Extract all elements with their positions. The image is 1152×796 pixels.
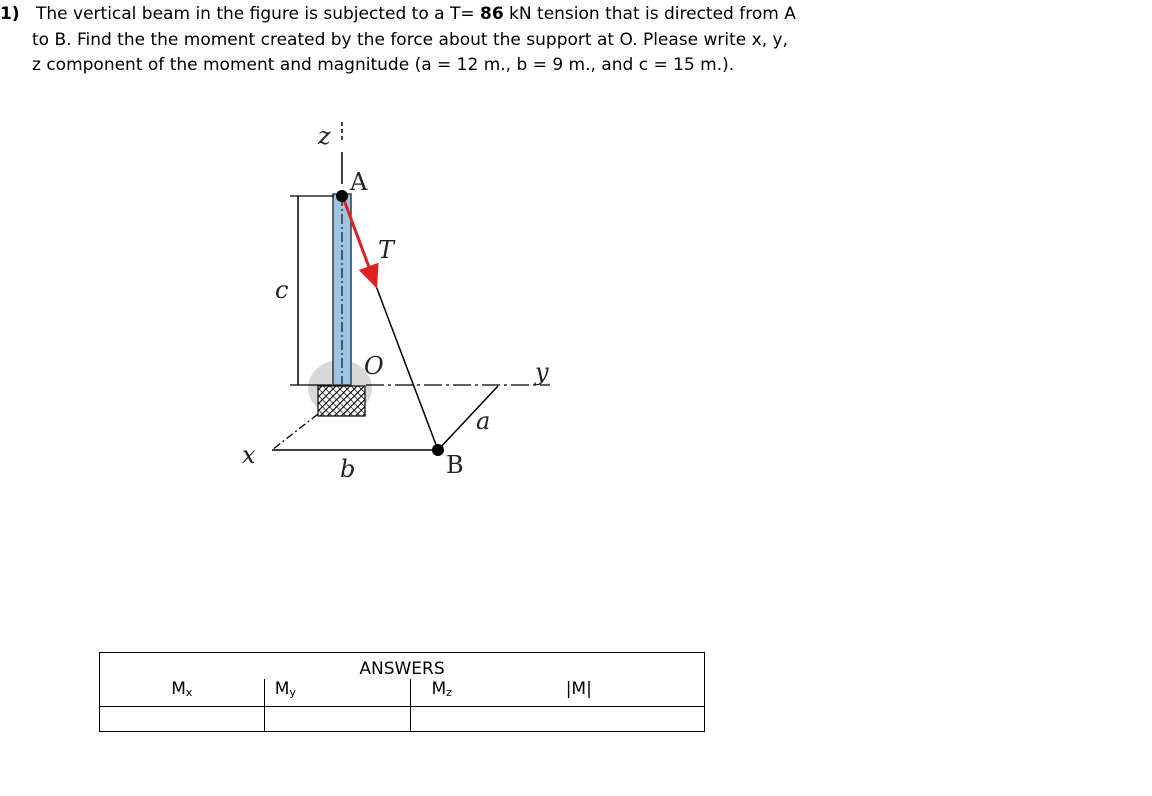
label-z: z <box>318 122 331 150</box>
point-a <box>336 190 348 202</box>
answer-mz-magnitude[interactable] <box>411 707 705 732</box>
mx-main: M <box>171 679 186 699</box>
mz-sub: z <box>446 686 452 699</box>
answers-title-text: ANSWERS <box>359 659 445 679</box>
label-a-dim: a <box>476 407 491 435</box>
label-b-point: B <box>446 451 464 479</box>
answers-title <box>100 653 705 680</box>
problem-text-1a: The vertical beam in the figure is subjected to a T= <box>36 4 480 24</box>
mx-sub: x <box>185 686 193 699</box>
x-axis-line <box>272 414 318 450</box>
answer-my[interactable] <box>264 707 411 732</box>
label-x: x <box>242 441 256 469</box>
point-b <box>432 444 444 456</box>
col-header-mz <box>411 679 558 707</box>
label-o: O <box>364 352 384 380</box>
label-b-dim: b <box>340 455 356 483</box>
mz-main: M <box>431 679 447 699</box>
answers-table <box>99 652 705 732</box>
my-main: M <box>274 679 290 699</box>
support-hatch-cross <box>318 386 365 416</box>
answer-mx[interactable] <box>100 707 265 732</box>
magnitude-label: |M| <box>565 679 592 699</box>
tension-value: 86 <box>479 4 504 24</box>
label-c: c <box>275 276 289 304</box>
problem-line-2: to B. Find the the moment created by the force about the support at O. Please write x, y, <box>32 29 788 50</box>
problem-text-1b: kN tension that is directed from A <box>503 4 796 24</box>
problem-number: 1) <box>0 4 20 24</box>
col-header-magnitude <box>558 679 705 707</box>
col-header-mx <box>100 679 265 707</box>
my-sub: y <box>289 686 296 699</box>
label-y: y <box>535 358 549 386</box>
problem-line-3: z component of the moment and magnitude (a = 12 m., b = 9 m., and c = 15 m.). <box>32 55 735 75</box>
col-header-my <box>264 679 411 707</box>
label-a-point: A <box>350 168 368 196</box>
label-t: T <box>378 236 395 264</box>
